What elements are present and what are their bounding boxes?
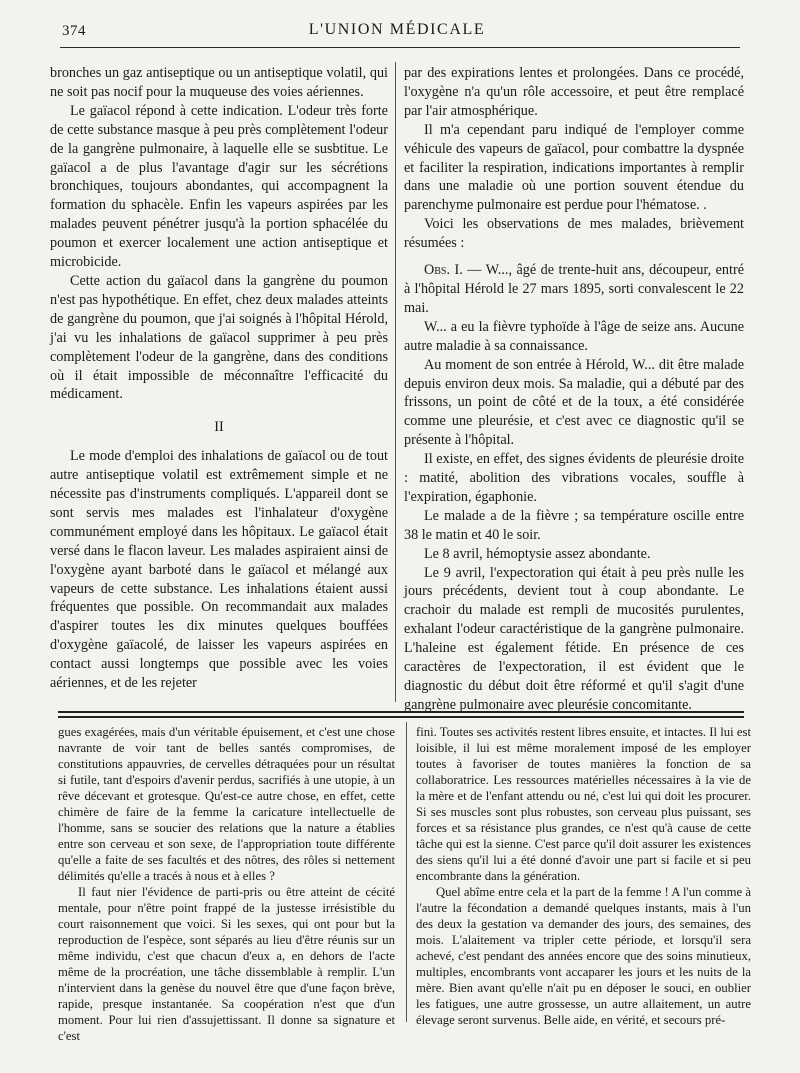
article-right-column [404, 64, 744, 715]
paragraph: Il m'a cependant paru indiqué de l'employer comme véhicule des vapeurs de gaïacol, pour combattre la dyspnée et faciliter la respiration, indications importantes à remplir dans une maladie où une portion souvent étendue du parenchyme pulmonaire est perdue pour l'hématose. . [404, 121, 744, 214]
feuilleton-rule [58, 711, 744, 713]
page-number: 374 [62, 23, 86, 39]
paragraph: Au moment de son entrée à Hérold, W... dit être malade depuis environ deux mois. Sa maladie, qui a débuté par des frissons, un point de côté et de la toux, a été considérée comme une pleurésie, et c'est avec ce diagnostic qu'il se présente à l'hôpital. [404, 356, 744, 449]
paragraph: Il existe, en effet, des signes évidents de pleurésie droite : matité, abolition des vibrations vocales, souffle à l'expiration, égaphonie. [404, 451, 744, 505]
observation-text: — W..., âgé de trente-huit ans, découpeur, entré à l'hôpital Hérold le 27 mars 1895, sorti convalescent le 22 mai. [404, 262, 744, 316]
feuilleton-rule [58, 716, 744, 718]
paragraph: bronches un gaz antiseptique ou un antiseptique volatil, qui ne soit pas nocif pour la muqueuse des voies aériennes. [50, 65, 388, 100]
paragraph: Le 9 avril, l'expectoration qui était à peu près nulle les jours précédents, devient tout à coup abondante. Le crachoir du malade est rempli de mucosités purulentes, exhalant l'odeur caractéristique de la gangrène pulmonaire. L'haleine est également fétide. En présence de ces caractères de l'expectoration, il est évident que le diagnostic du début doit être réformé et qu'il s'agit d'une gangrène pulmonaire avec pleurésie concomitante. [404, 564, 744, 713]
paragraph: Cette action du gaïacol dans la gangrène du poumon n'est pas hypothétique. En effet, chez deux malades atteints de gangrène du poumon, que j'ai soignés à l'hôpital Hérold, j'ai vu les inhalations de gaïacol supprimer à peu près complètement l'odeur de la gangrène, dans des conditions où il était impossible de méconnaître l'efficacité du médicament. [50, 272, 388, 403]
paragraph: Voici les observations de mes malades, brièvement résumées : [404, 216, 744, 252]
header-rule [60, 47, 740, 48]
paragraph: W... a eu la fièvre typhoïde à l'âge de seize ans. Aucune autre maladie à sa connaissance. [404, 318, 744, 354]
observation-label: Obs. I. [424, 262, 463, 279]
paragraph: par des expirations lentes et prolongées. Dans ce procédé, l'oxygène n'a qu'un rôle accessoire, et peut être remplacé par l'air atmosphérique. [404, 65, 744, 119]
section-heading: II [214, 419, 224, 436]
observation-paragraph [404, 261, 744, 318]
paragraph: Il faut nier l'évidence de parti-pris ou être atteint de cécité mentale, pour n'être point frappé de la justesse irrésistible du court raisonnement que voici. Si les sexes, qui ont pour but la reproduction de l'espèce, sont séparés au lieu d'être réunis sur un même individu, c'est que chacun d'eux a, en dehors de l'acte même de la procréation, une tâche dissemblable à remplir. L'un n'intervient dans la genèse du nouvel être que d'une façon brève, rapide, presque instantanée. Sa coopération n'est que d'un moment. Pour lui rien d'assujettissant. Il donne sa signature et c'est [58, 885, 395, 1043]
journal-title: L'UNION MÉDICALE [308, 21, 486, 38]
paragraph: Le 8 avril, hémoptysie assez abondante. [424, 545, 651, 562]
paragraph: Quel abîme entre cela et la part de la femme ! A l'un comme à l'autre la fécondation a demandé quelques instants, mais à l'un des deux la gestation va demander des jours, des semaines, des mois. L'alaitement va tripler cette période, et lorsqu'il sera achevé, c'est pendant des années encore que des soins minutieux, multiples, encombrants vont accaparer les jours et les nuits de la mère. Bien avant qu'elle n'ait pu en déposer le souci, en oublier les fatigues, une autre grossesse, un autre allaitement, un autre élevage seront survenus. Belle aide, en vérité, et secours pré- [416, 885, 751, 1027]
paragraph: Le mode d'emploi des inhalations de gaïacol ou de tout autre antiseptique volatil est extrêmement simple et ne nécessite pas d'instruments compliqués. L'appareil dont se sont servis mes malades est l'inhalateur d'oxygène communément employé dans les hôpitaux. Le gaïacol était versé dans le flacon laveur. Les malades aspiraient ainsi de l'oxygène ayant barboté dans le gaïacol et mélangé aux vapeurs de cette substance. Les inhalations étaient aussi fréquentes que possible. On recommandait aux malades d'aspirer toutes les dix minutes quelques bouffées d'oxygène gaïacolé, de laisser les vapeurs aspirées en contact aussi longtemps que possible avec les voies aériennes, et de les rejeter [50, 448, 388, 692]
paragraph: fini. Toutes ses activités restent libres ensuite, et intactes. Il lui est loisible, il lui est même moralement imposé de les employer toutes à favoriser de toutes manières la fonction de sa collaboratrice. Les ressources matérielles nécessaires à la vie de la mère et de l'enfant attendu ou né, c'est lui qui doit les procurer. Si ses muscles sont plus robustes, son cerveau plus puissant, ses forces et sa résistance plus grandes, ce n'est qu'à cause de cette tâche qui est la sienne. C'est parce qu'il doit assurer les existences des siens qu'il lui a été donné d'avoir une part si facile et si peu encombrante dans la génération. [416, 725, 751, 883]
feuilleton-left-column [58, 724, 395, 1044]
page-header [50, 17, 744, 45]
feuilleton-right-column [416, 724, 751, 1028]
column-divider [406, 722, 407, 1022]
paragraph: Le gaïacol répond à cette indication. L'odeur très forte de cette substance masque à peu près complètement l'odeur de la gangrène pulmonaire, à laquelle elle se susbtitue. Le gaïacol a de plus l'avantage d'agir sur les sécrétions bronchiques, toujours abondantes, qui accompagnent la formation du sphacèle. Enfin les vapeurs aspirées par les malades peuvent pénétrer jusqu'à la portion sphacélée du poumon et exercer localement une action antiseptique et microbicide. [50, 102, 388, 271]
column-divider [395, 62, 396, 702]
paragraph: Le malade a de la fièvre ; sa température oscille entre 38 le matin et 40 le soir. [404, 507, 744, 543]
article-left-column [50, 64, 388, 693]
paragraph: gues exagérées, mais d'un véritable épuisement, et c'est une chose navrante de voir tant de belles santés compromises, de constitutions appauvries, de cervelles détraquées pour un résultat si futile, tant d'espoirs d'avenir perdus, sacrifiés à une utopie, à un rêve décevant et grotesque. Qu'est-ce autre chose, en effet, cette chimère de faire de la femme la caricature intellectuelle de l'homme, sans se soucier des relations que la nature a établies entre son cerveau et son sexe, de l'appropriation toute différente qu'elle a faite de ses facultés et des nôtres, des rôles si nettement délimités qu'elle a tracés à nous et à elles ? [58, 725, 395, 883]
